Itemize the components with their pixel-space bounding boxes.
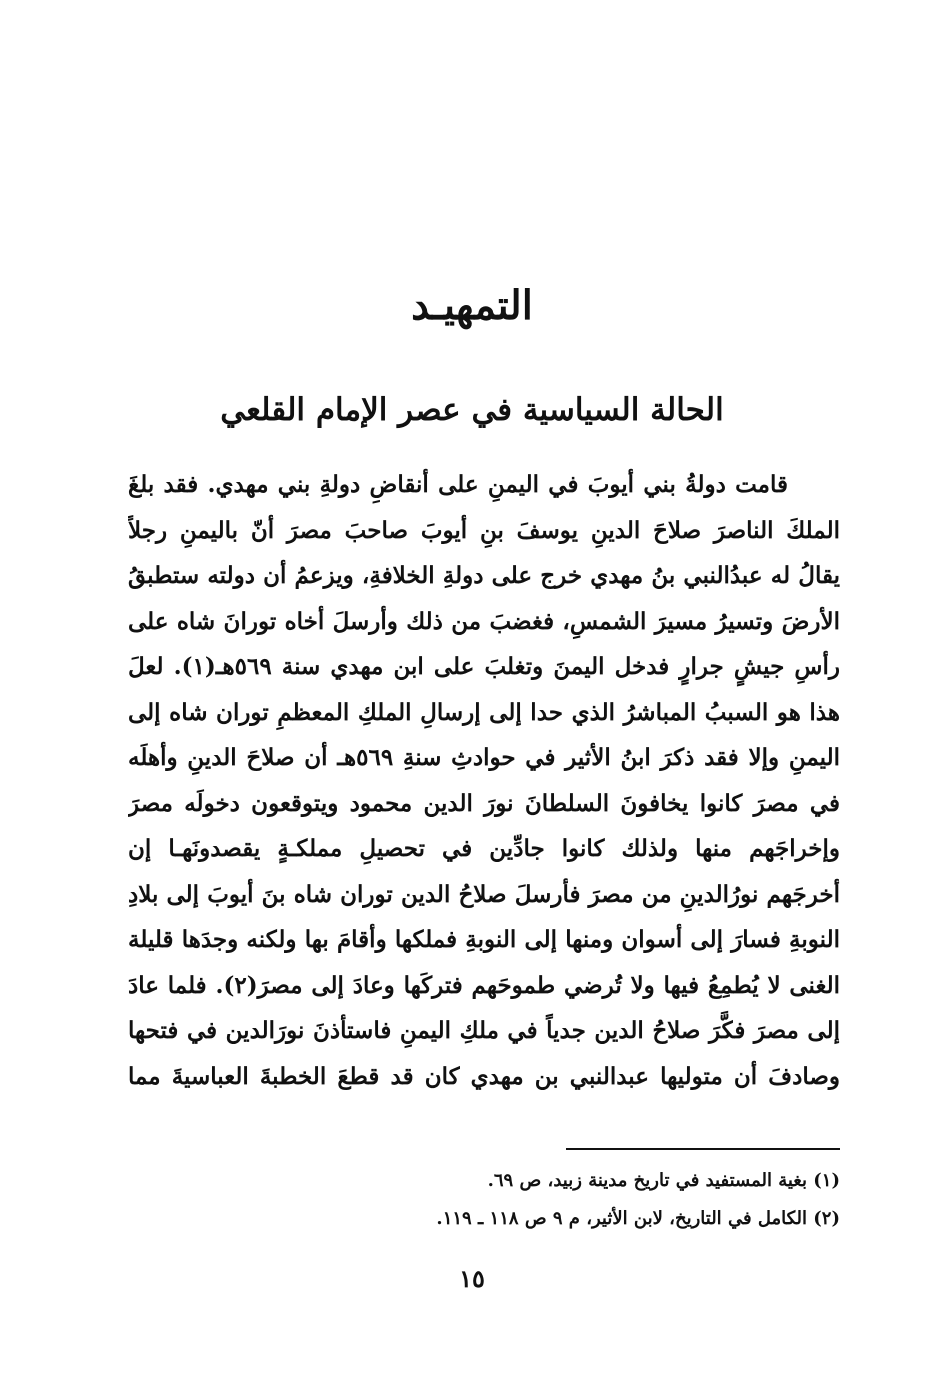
footnote: (١) بغية المستفيد في تاريخ مدينة زبيد، ص ٦٩. <box>487 1170 840 1191</box>
body-line: قامت دولةُ بني أيوبَ في اليمنِ على أنقاضِ دولةِ بني مهدي. فقد بلغَ <box>128 471 788 498</box>
body-line: في مصرَ كانوا يخافونَ السلطانَ نورَ الدين محمود ويتوقعون دخولَه مصرَ <box>128 789 840 817</box>
page-number: ١٥ <box>459 1264 485 1293</box>
body-line: هذا هو السببُ المباشرُ الذي حدا إلى إرسالِ الملكِ المعظمِ توران شاه إلى <box>128 698 840 726</box>
body-line: يقالُ له عبدُالنبي بنُ مهدي خرج على دولةِ الخلافةِ، ويزعمُ أن دولته ستطبقُ <box>128 562 840 589</box>
chapter-title: التمهيـد <box>411 282 533 329</box>
body-line: الأرضَ وتسيرُ مسيرَ الشمسِ، فغضبَ من ذلك وأرسلَ أخاه تورانَ شاه على <box>128 607 840 635</box>
body-line: الملكَ الناصرَ صلاحَ الدينِ يوسفَ بنِ أيوبَ صاحبَ مصرَ أنّ باليمنِ رجلاً <box>128 516 840 544</box>
body-line: وصادفَ أن متوليها عبدالنبي بن مهدي كان قد قطعَ الخطبةَ العباسيةَ مما <box>128 1062 840 1090</box>
footnotes <box>128 1162 840 1238</box>
footnote-separator <box>566 1148 840 1150</box>
section-title: الحالة السياسية في عصر الإمام القلعي <box>220 392 724 428</box>
body-paragraph <box>128 462 840 1099</box>
body-line: اليمنِ وإلا فقد ذكرَ ابنُ الأثير في حوادثِ سنةِ ٥٦٩هـ أن صلاحَ الدينِ وأهلَه <box>128 744 840 771</box>
body-line: إلى مصرَ فكَّرَ صلاحُ الدين جدياً في ملكِ اليمنِ فاستأذنَ نورَالدين في فتحها <box>128 1017 840 1044</box>
body-line: وإخراجَهم منها ولذلك كانوا جادِّين في تحصيلِ مملكـةٍ يقصدونَهـا إن <box>128 835 840 862</box>
body-line: رأسِ جيشٍ جرارٍ فدخل اليمنَ وتغلبَ على ابن مهدي سنة ٥٦٩هـ(١). لعلَ <box>128 653 840 680</box>
body-line: النوبةِ فسارَ إلى أسوان ومنها إلى النوبةِ فملكها وأقامَ بها ولكنه وجدَها قليلة <box>128 926 840 953</box>
footnote: (٢) الكامل في التاريخ، لابن الأثير، م ٩ ص ١١٨ ـ ١١٩. <box>436 1208 840 1229</box>
body-line: أخرجَهم نورُالدينِ من مصرَ فأرسلَ صلاحُ الدين توران شاه بنَ أيوبَ إلى بلادِ <box>128 880 840 908</box>
body-line: الغنى لا يُطمِعُ فيها ولا تُرضي طموحَهم فتركَها وعادَ إلى مصرَ(٢). فلما عادَ <box>128 971 840 999</box>
